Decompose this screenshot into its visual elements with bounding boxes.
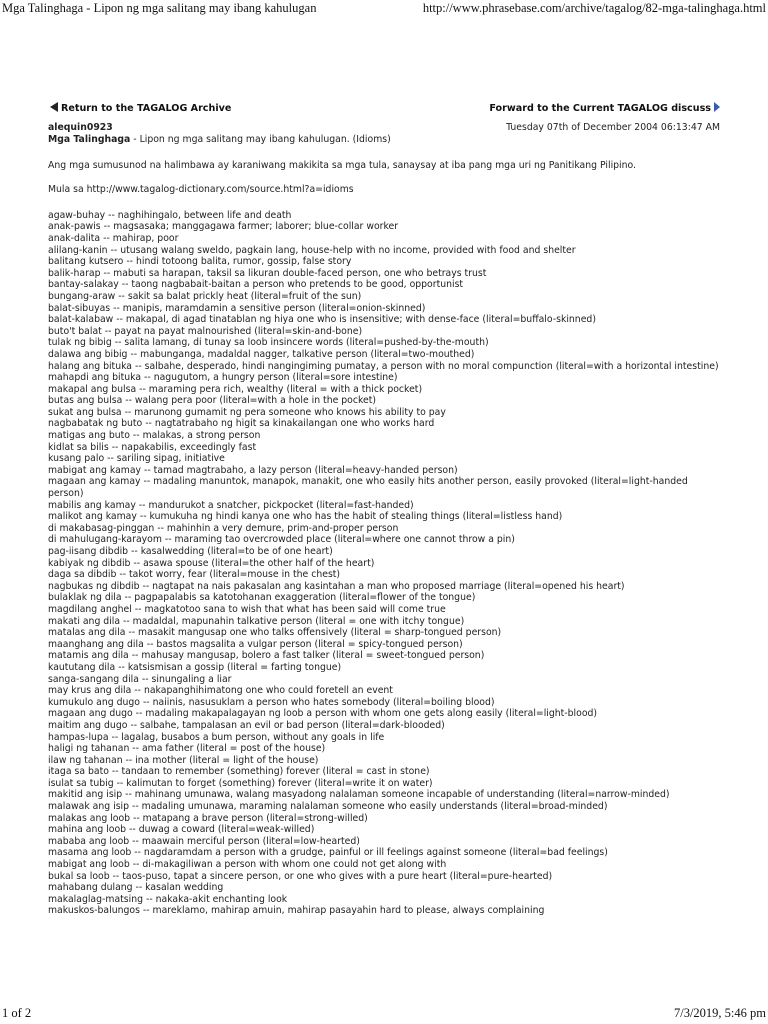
idiom-entry: pag-iisang dibdib -- kasalwedding (literal=to be of one heart)	[48, 546, 333, 557]
idiom-entry: nagbukas ng dibdib -- nagtapat na nais pakasalan ang kasintahan a man who proposed marriage (literal=opened his heart)	[48, 580, 625, 592]
idiom-entry: maitim ang dugo -- salbahe, tampalasan an evil or bad person (literal=dark-blooded)	[48, 719, 445, 731]
idiom-entry: nagbabatak ng buto -- nagtatrabaho ng higit sa kinakailangan one who works hard	[48, 418, 435, 430]
subject-title: Mga Talinghaga	[48, 134, 131, 145]
idiom-entry: matamis ang dila -- mahusay mangusap, bolero a fast talker (literal = sweet-tongued person)	[48, 650, 485, 662]
idiom-entry: mahabang dulang -- kasalan wedding	[48, 882, 224, 894]
idiom-entry: malakas ang loob -- matapang a brave person (literal=strong-willed)	[48, 812, 368, 824]
idiom-entry: bungang-araw -- sakit sa balat prickly heat (literal=fruit of the sun)	[48, 290, 362, 302]
archive-nav	[48, 100, 720, 114]
idiom-entry: di mahulugang-karayom -- maraming tao overcrowded place (literal=where one cannot throw a pin)	[48, 534, 515, 546]
print-date: 7/3/2019, 5:46 pm	[673, 1006, 766, 1020]
forward-to-current-link[interactable]	[489, 102, 720, 115]
idiom-entry: alilang-kanin -- utusang walang sweldo, pagkain lang, house-help with no income, provided with food and shelter	[48, 244, 576, 256]
print-header-url: http://www.phrasebase.com/archive/tagalog/82-mga-talinghaga.html	[422, 1, 766, 15]
forward-link-label: Forward to the Current TAGALOG discuss	[489, 103, 711, 114]
idiom-entry: matigas ang buto -- malakas, a strong person	[48, 430, 261, 442]
idiom-entry: isulat sa tubig -- kalimutan to forget (something) forever (literal=write it on water)	[48, 777, 433, 789]
idiom-entry: itaga sa bato -- tandaan to remember (something) forever (literal = cast in stone)	[48, 766, 430, 778]
post-content	[48, 100, 720, 917]
post-source: Mula sa http://www.tagalog-dictionary.com/source.html?a=idioms	[48, 184, 354, 196]
idiom-entry: sanga-sangang dila -- sinungaling a liar	[48, 673, 232, 685]
idiom-entry: kusang palo -- sariling sipag, initiative	[48, 453, 225, 465]
idiom-entry: magaan ang dugo -- madaling makapalagayan ng loob a person with whom one gets along easily (literal=light-blood)	[48, 708, 598, 720]
idiom-entry: anak-pawis -- magsasaka; manggagawa farmer; laborer; blue-collar worker	[48, 221, 399, 233]
idiom-entry: masama ang loob -- nagdaramdam a person with a grudge, painful or ill feelings against someone (literal=bad feelings)	[48, 847, 608, 859]
post-subject	[48, 134, 720, 146]
idiom-entry: makalaglag-matsing -- nakaka-akit enchanting look	[48, 893, 288, 905]
idiom-entry: mahina ang loob -- duwag a coward (literal=weak-willed)	[48, 824, 315, 836]
back-link-label: Return to the TAGALOG Archive	[61, 103, 232, 114]
idiom-entry: anak-dalita -- mahirap, poor	[48, 232, 179, 244]
idiom-entry: kabiyak ng dibdib -- asawa spouse (literal=the other half of the heart)	[48, 557, 375, 569]
back-to-archive-link[interactable]	[50, 102, 231, 115]
idiom-entry: sukat ang bulsa -- marunong gumamit ng pera someone who knows his ability to pay	[48, 406, 446, 418]
back-arrow-icon	[50, 102, 58, 112]
idiom-entry: halang ang bituka -- salbahe, desperado, hindi nangingiming pumatay, a person with no moral compunction (literal=with a horizontal intestine)	[48, 360, 719, 372]
post-intro: Ang mga sumusunod na halimbawa ay karaniwang makikita sa mga tula, sanaysay at iba pang mga uri ng Panitikang Pilipino.	[48, 159, 637, 171]
post-meta	[48, 120, 720, 134]
idiom-entry: matalas ang dila -- masakit mangusap one who talks offensively (literal = sharp-tongued person)	[48, 627, 502, 639]
idiom-entry: kidlat sa bilis -- napakabilis, exceedingly fast	[48, 441, 257, 453]
idiom-entry: magdilang anghel -- magkatotoo sana to wish that what has been said will come true	[48, 603, 446, 615]
idiom-entry: kaututang dila -- katsismisan a gossip (literal = farting tongue)	[48, 661, 342, 673]
idiom-entry: di makabasag-pinggan -- mahinhin a very demure, prim-and-proper person	[48, 522, 399, 534]
idiom-entry: tulak ng bibig -- salita lamang, di tunay sa loob insincere words (literal=pushed-by-the-mouth)	[48, 337, 489, 349]
idiom-entry: may krus ang dila -- nakapanghihimatong one who could foretell an event	[48, 685, 393, 697]
idiom-entry: kumukulo ang dugo -- naiinis, nasusuklam a person who hates somebody (literal=boiling blood)	[48, 696, 495, 708]
forward-arrow-icon	[714, 102, 720, 112]
idiom-entry: malawak ang isip -- madaling umunawa, maraming nalalaman someone who easily understands (literal=broad-minded)	[48, 801, 608, 813]
idiom-entry: bukal sa loob -- taos-puso, tapat a sincere person, or one who gives with a pure heart (literal=pure-hearted)	[48, 870, 553, 882]
idiom-entry: malikot ang kamay -- kumukuha ng hindi kanya one who has the habit of stealing things (literal=listless hand)	[48, 511, 563, 523]
idiom-entry: makitid ang isip -- mahinang umunawa, walang masyadong nalalaman someone incapable of understanding (literal=narrow-minded)	[48, 789, 670, 801]
idiom-entry: agaw-buhay -- naghihingalo, between life and death	[48, 209, 292, 221]
idiom-entry: balat-kalabaw -- makapal, di agad tinatablan ng hiya one who is insensitive; with dense-face (literal=buffalo-skinned)	[48, 314, 596, 326]
idiom-entry: balat-sibuyas -- manipis, maramdamin a sensitive person (literal=onion-skinned)	[48, 302, 426, 314]
idiom-entry: maanghang ang dila -- bastos magsalita a vulgar person (literal = spicy-tongued person)	[48, 638, 463, 650]
idiom-entry: bantay-salakay -- taong nagbabait-baitan a person who pretends to be good, opportunist	[48, 279, 464, 291]
idiom-entry: mabilis ang kamay -- mandurukot a snatcher, pickpocket (literal=fast-handed)	[48, 499, 414, 511]
idiom-entry: makuskos-balungos -- mareklamo, mahirap amuin, mahirap pasayahin hard to please, always complaining	[48, 905, 545, 917]
page-number: 1 of 2	[2, 1006, 32, 1020]
idiom-entry: makapal ang bulsa -- maraming pera rich, wealthy (literal = with a thick pocket)	[48, 383, 423, 395]
idiom-entry: haligi ng tahanan -- ama father (literal = post of the house)	[48, 743, 326, 755]
idiom-entry: balik-harap -- mabuti sa harapan, taksil sa likuran double-faced person, one who betrays trust	[48, 267, 487, 279]
idiom-entry: butas ang bulsa -- walang pera poor (literal=with a hole in the pocket)	[48, 395, 377, 407]
idiom-entry: mabigat ang kamay -- tamad magtrabaho, a lazy person (literal=heavy-handed person)	[48, 464, 458, 476]
idiom-entry: bulaklak ng dila -- pagpapalabis sa katotohanan exaggeration (literal=flower of the tongue)	[48, 592, 476, 604]
post-datetime: Tuesday 07th of December 2004 06:13:47 AM	[506, 122, 720, 133]
idiom-entry: mahapdi ang bituka -- nagugutom, a hungry person (literal=sore intestine)	[48, 372, 398, 384]
idiom-entry: balitang kutsero -- hindi totoong balita, rumor, gossip, false story	[48, 256, 352, 268]
idiom-entry: ilaw ng tahanan -- ina mother (literal = light of the house)	[48, 754, 319, 766]
idiom-entry: mabigat ang loob -- di-makagiliwan a person with whom one could not get along with	[48, 859, 447, 871]
print-footer	[0, 1006, 768, 1024]
idiom-entry: mababa ang loob -- maawain merciful person (literal=low-hearted)	[48, 835, 360, 847]
idiom-entry: dalawa ang bibig -- mabunganga, madaldal nagger, talkative person (literal=two-mouthed)	[48, 348, 475, 360]
idiom-entry: makati ang dila -- madaldal, mapunahin talkative person (literal = one with itchy tongue)	[48, 615, 465, 627]
idiom-entry: daga sa dibdib -- takot worry, fear (literal=mouse in the chest)	[48, 569, 341, 581]
print-header	[0, 0, 768, 18]
idiom-list	[48, 210, 720, 917]
subject-rest: - Lipon ng mga salitang may ibang kahulugan. (Idioms)	[130, 134, 391, 145]
idiom-entry: magaan ang kamay -- madaling manuntok, manapok, manakit, one who easily hits another person, easily provoked (literal=light-handed person)	[48, 476, 688, 500]
idiom-entry: buto't balat -- payat na payat malnourished (literal=skin-and-bone)	[48, 325, 363, 337]
print-header-title: Mga Talinghaga - Lipon ng mga salitang may ibang kahulugan	[2, 1, 317, 15]
idiom-entry: hampas-lupa -- lagalag, busabos a bum person, without any goals in life	[48, 731, 385, 743]
post-author[interactable]: alequin0923	[48, 122, 113, 133]
